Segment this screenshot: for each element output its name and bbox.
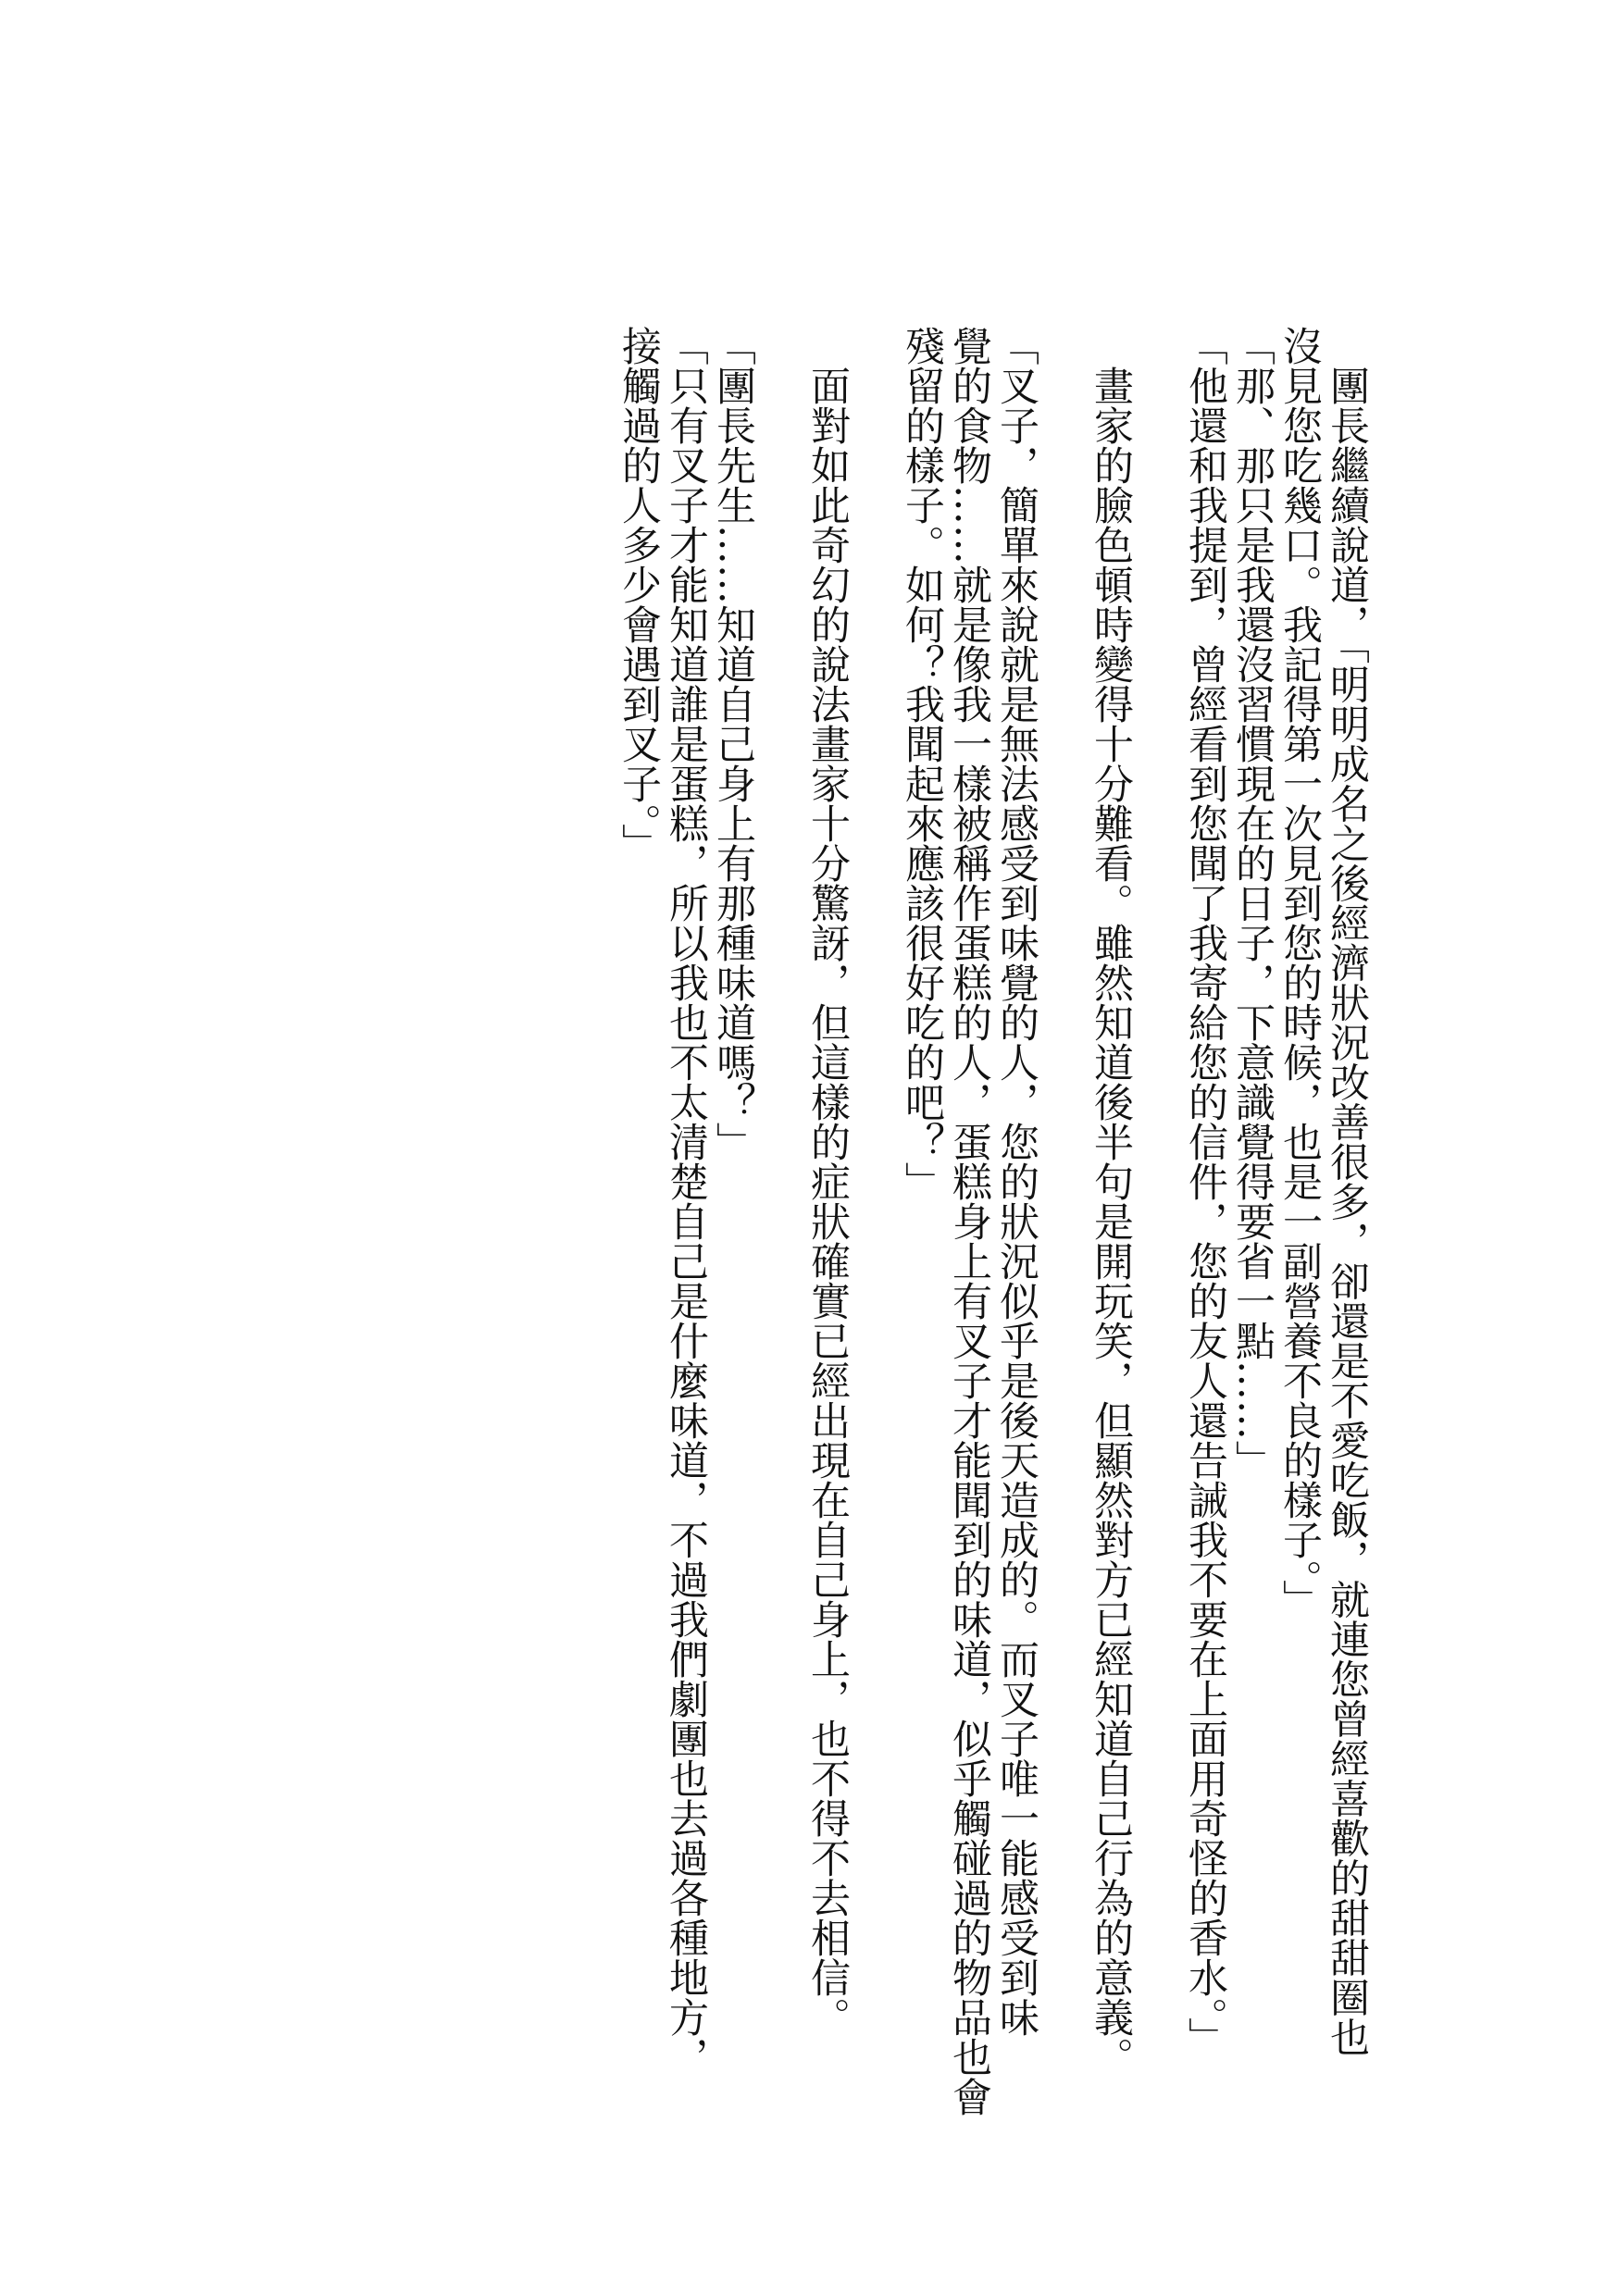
- paragraph-gap: [756, 326, 803, 2084]
- paragraph-gap: [851, 326, 898, 2084]
- text-line-11: 「只有叉子才能知道誰是蛋糕，所以我也不太清楚自己是什麼味道，不過我們劇團也去過各種地方，: [663, 326, 709, 2077]
- paragraph-gap: [1134, 326, 1181, 2084]
- text-line-1: 團長繼續說道，「明明成名之後經濟狀況改善很多，卻還是不愛吃飯，就連您曾經喜歡的甜甜圈也: [1324, 366, 1370, 2057]
- text-line-3: 「那、那只是我還沒習慣現在的日子，下意識覺得要省一點……」: [1229, 326, 1276, 1480]
- text-line-7: 覺的食物……就是像我一樣被稱作蛋糕的人，蛋糕身上有叉子才能聞到的味道，似乎觸碰過的物品也會: [946, 326, 992, 2116]
- paragraph-gap: [1039, 326, 1087, 2084]
- text-line-10: 「團長先生……知道自己身上有那種味道嗎？」: [710, 326, 756, 1161]
- text-line-2: 沒見您吃幾口。我記得第一次見到您的時候，也是一副營養不良的樣子。」: [1276, 326, 1323, 1620]
- text-line-4: 「他還和我提到，曾經看到您聞了我寄給您的信件，您的友人還告誡我不要在上面用奇怪的香水。」: [1182, 326, 1228, 2057]
- text-line-9: 面對如此奇幻的說法畫家十分驚訝，但這樣的症狀確實已經出現在自己身上，也不得不去相信。: [804, 366, 851, 2037]
- text-line-6: 「叉子，簡單來說就是無法感受到味覺的人，您的狀況似乎是後天造成的。而叉子唯一能感受到味: [993, 326, 1039, 2037]
- text-line-8: 殘留的樣子。如何？我聞起來應該很好吃的吧？」: [899, 326, 945, 1201]
- text-line-5: 畫家的臉色頓時變得十分難看。雖然知道後半句是開玩笑，但顯然對方已經知道自己行為的意義。: [1088, 366, 1134, 2077]
- text-line-12: 接觸過的人多少會遇到叉子。」: [616, 326, 662, 863]
- vertical-text-body: [615, 326, 1370, 2116]
